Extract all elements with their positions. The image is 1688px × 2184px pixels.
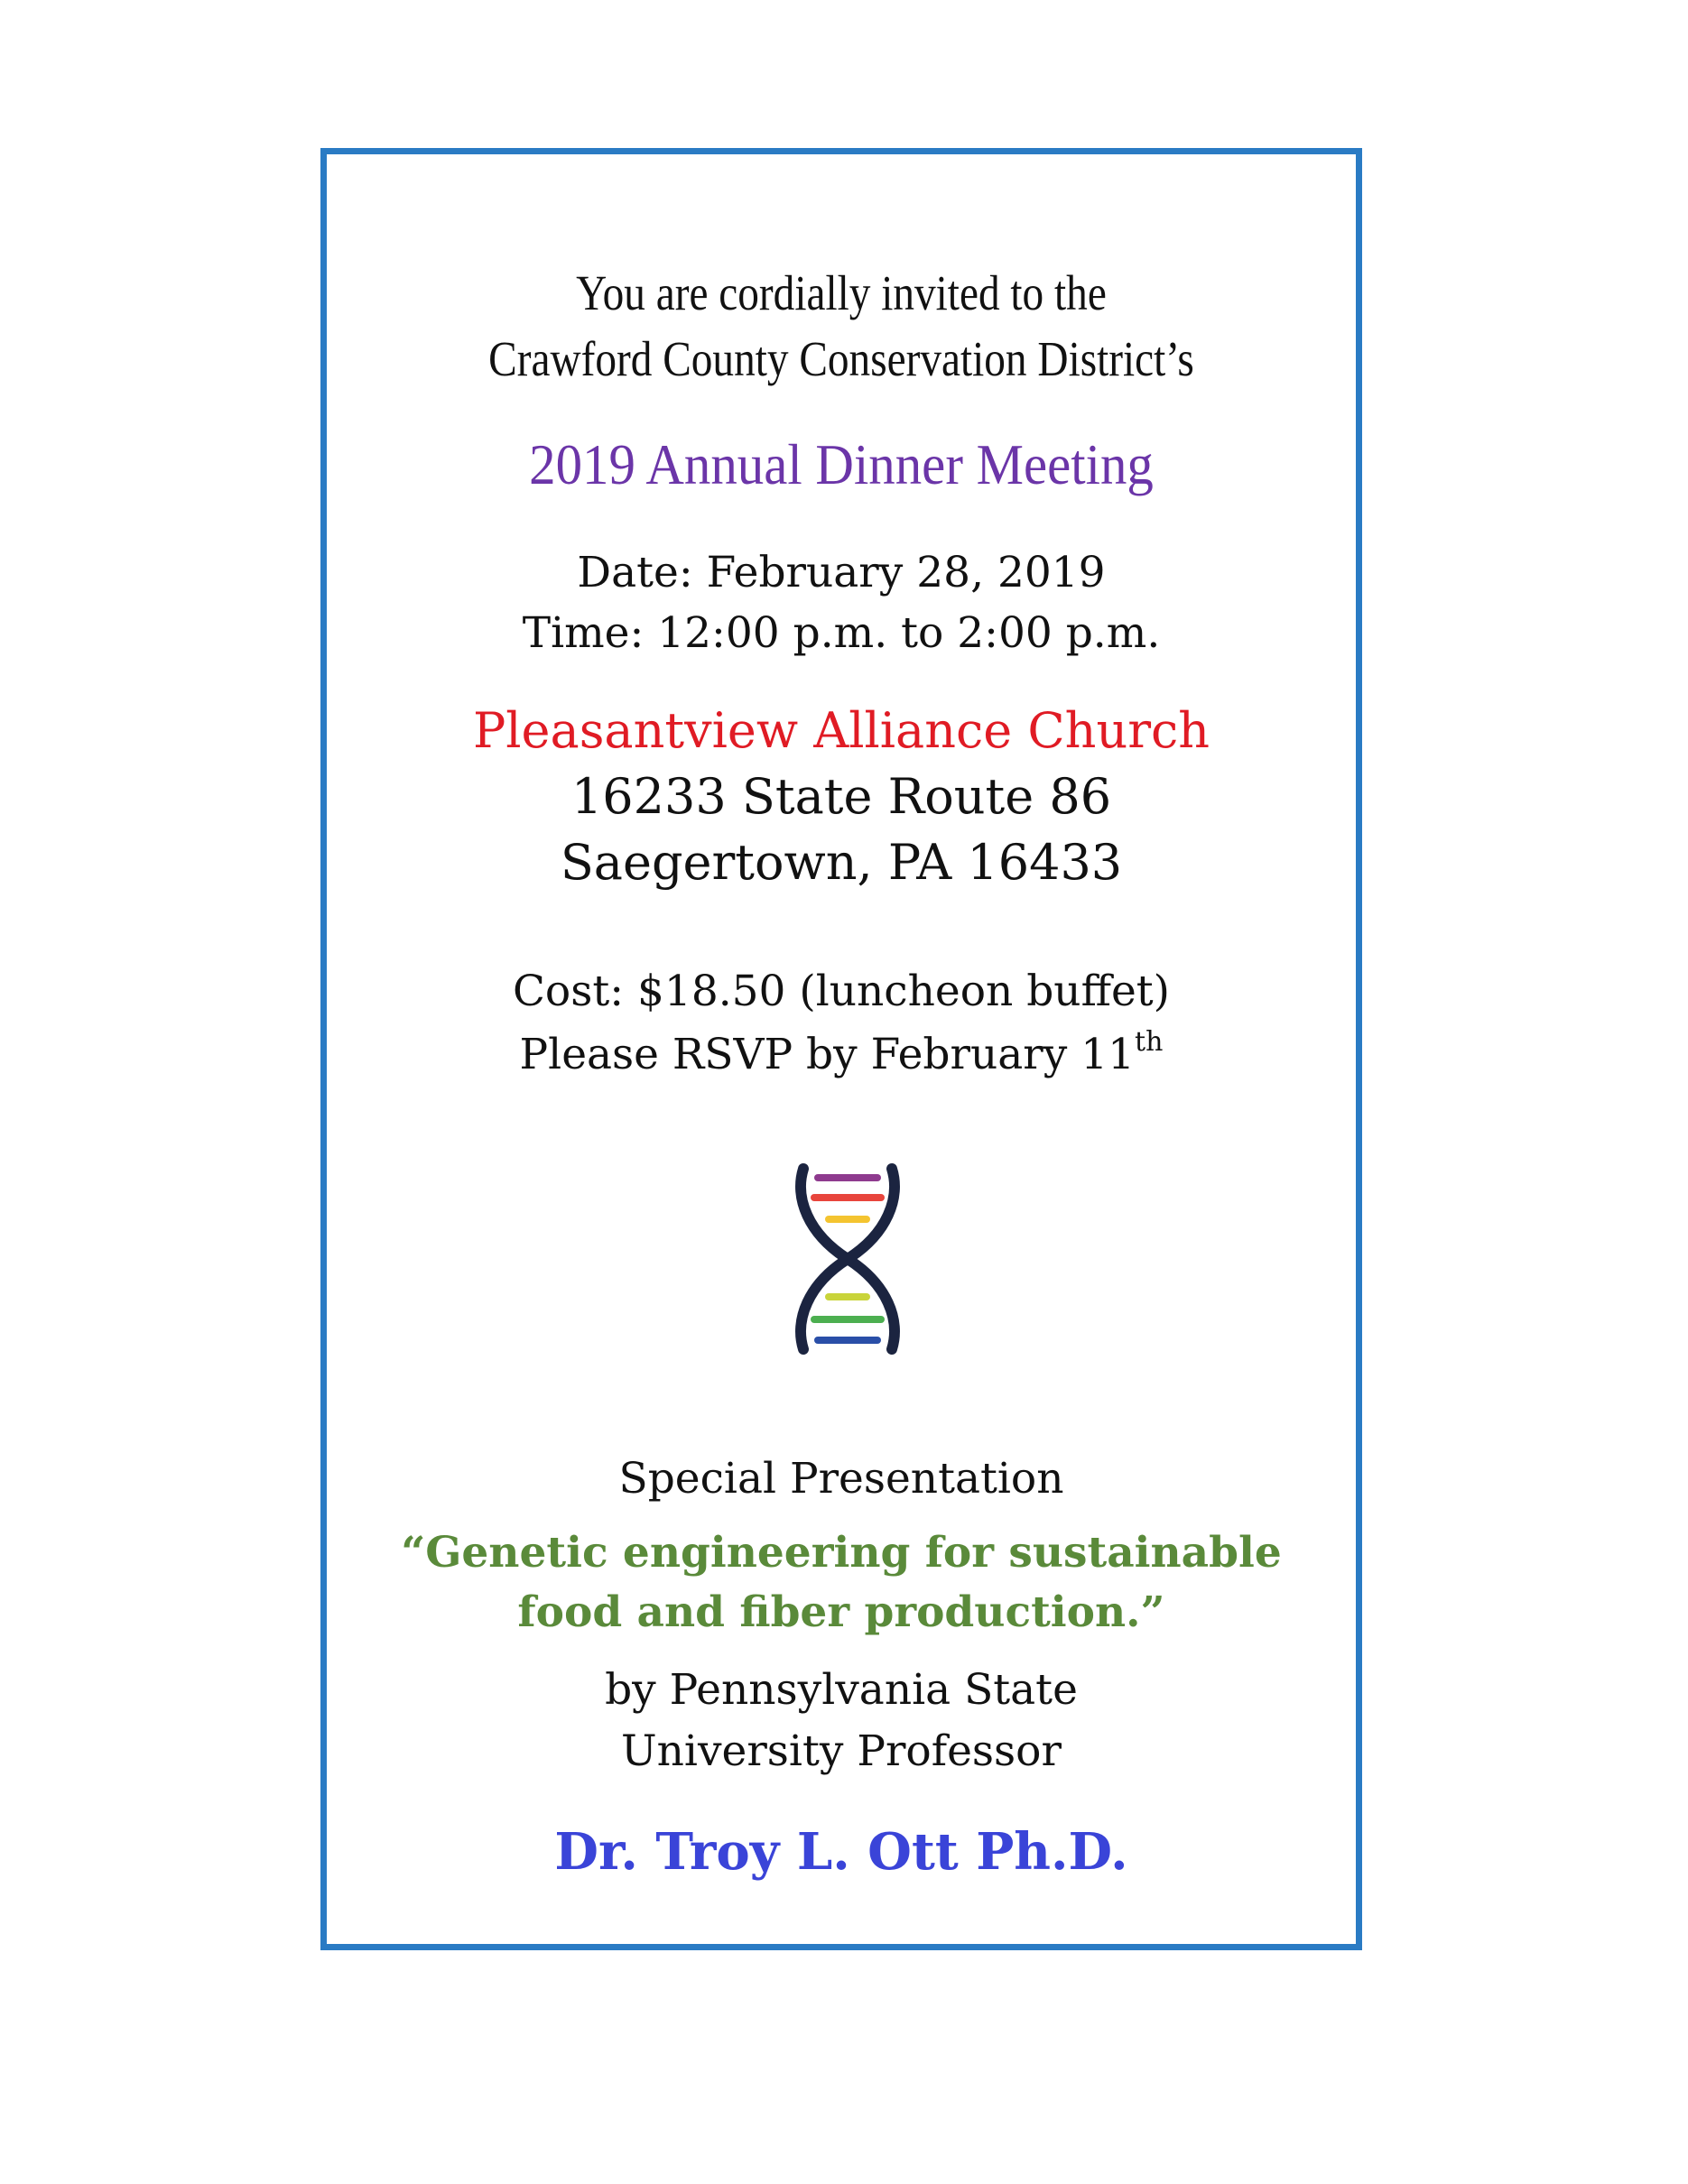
- presentation-title-line-1: “Genetic engineering for sustainable: [401, 1528, 1282, 1578]
- venue-name: Pleasantview Alliance Church: [472, 702, 1210, 759]
- presenter-affiliation-line-2: University Professor: [621, 1726, 1062, 1776]
- event-date: Date: February 28, 2019: [577, 548, 1106, 597]
- presentation-title-line-2: food and fiber production.”: [517, 1587, 1165, 1637]
- event-time: Time: 12:00 p.m. to 2:00 p.m.: [522, 608, 1161, 658]
- presenter-affiliation-line-1: by Pennsylvania State: [605, 1665, 1078, 1715]
- venue-address-line-2: Saegertown, PA 16433: [560, 834, 1123, 891]
- venue-address-line-1: 16233 State Route 86: [570, 768, 1112, 825]
- event-title: 2019 Annual Dinner Meeting: [529, 432, 1154, 496]
- rsvp-suffix: th: [1135, 1026, 1164, 1058]
- rsvp-text: Please RSVP by February 11: [519, 1030, 1136, 1079]
- presentation-heading: Special Presentation: [618, 1454, 1064, 1504]
- rsvp-deadline: [327, 1026, 1356, 1079]
- dna-icon: [785, 1161, 910, 1356]
- intro-line-1: You are cordially invited to the: [576, 265, 1107, 320]
- intro-line-2: Crawford County Conservation District’s: [488, 331, 1194, 386]
- speaker-name: Dr. Troy L. Ott Ph.D.: [554, 1822, 1128, 1882]
- invitation-card: [320, 148, 1362, 1950]
- event-cost: Cost: $18.50 (luncheon buffet): [512, 967, 1171, 1016]
